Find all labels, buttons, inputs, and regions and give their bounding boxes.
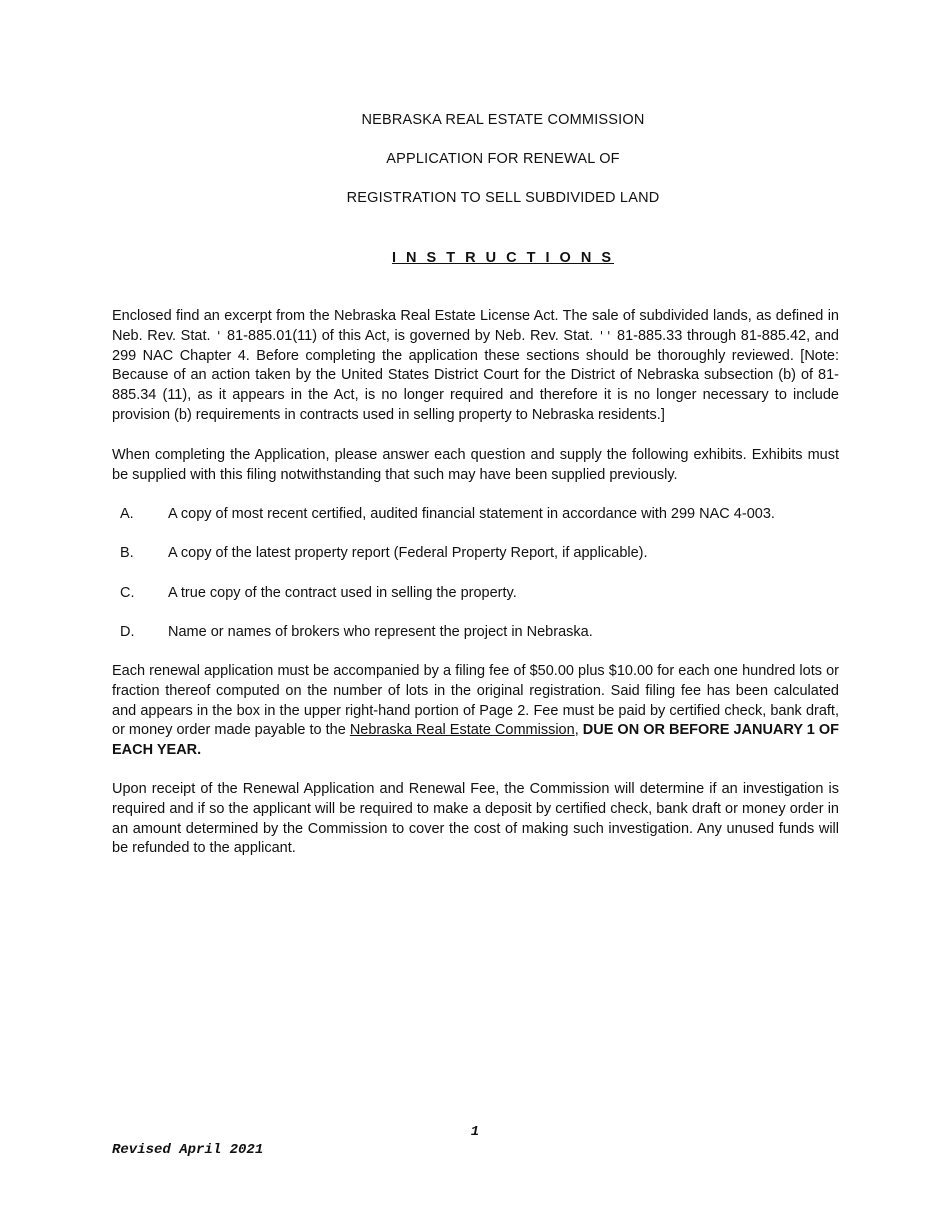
section-symbol: ' [215, 328, 223, 343]
instructions-heading: I N S T R U C T I O N S [391, 250, 615, 266]
exhibit-letter: D. [120, 624, 135, 640]
exhibits-paragraph: When completing the Application, please answer each question and supply the following exhibits. Exhibits must be supplied with this filing notwithstanding that such may have been supplied previously. [112, 447, 839, 483]
page-number: 1 [470, 1124, 480, 1140]
intro-text-1: Enclosed find an excerpt from the Nebraska Real Estate License Act. The sale of subdivided lands, as defined in Neb. Rev. Stat. [112, 308, 839, 344]
exhibit-letter: C. [120, 585, 135, 601]
due-date-notice: DUE ON OR BEFORE JANUARY 1 OF EACH YEAR. [112, 722, 840, 759]
exhibit-text: A copy of the latest property report (Federal Property Report, if applicable). [168, 545, 648, 561]
agency-name: NEBRASKA REAL ESTATE COMMISSION [361, 112, 645, 128]
exhibit-letter: A. [120, 506, 134, 522]
exhibit-text: Name or names of brokers who represent the project in Nebraska. [168, 624, 593, 640]
intro-text-2: 81-885.01(11) of this Act, is governed by Neb. Rev. Stat. [222, 327, 598, 344]
exhibit-text: A true copy of the contract used in selling the property. [168, 585, 517, 601]
fee-paragraph [112, 662, 839, 761]
sections-symbol: '' [597, 328, 613, 343]
fee-separator: , [574, 722, 583, 739]
fee-text: Each renewal application must be accompanied by a filing fee of $50.00 plus $10.00 for each one hundred lots or fraction thereof computed on the number of lots in the original registration. Said filing fee has been calculated and appears in the box in the upper right-hand portion of Page 2. Fee must be paid by certified check, bank draft, or money order made payable to the [112, 663, 839, 739]
revision-date: Revised April 2021 [112, 1142, 264, 1158]
exhibit-text: A copy of most recent certified, audited financial statement in accordance with 299 NAC 4-003. [168, 506, 775, 522]
form-title-line1: APPLICATION FOR RENEWAL OF [386, 151, 620, 167]
form-title-line2: REGISTRATION TO SELL SUBDIVIDED LAND [346, 190, 660, 206]
exhibit-letter: B. [120, 545, 134, 561]
intro-paragraph [112, 307, 839, 426]
intro-text-3: 81-885.33 through 81-885.42, and 299 NAC Chapter 4. Before completing the application these sections should be thoroughly reviewed. [Note: Because of an action taken by the United States District Court for the District of Nebraska subsection (b) of 81-885.34 (11), as it appears in the Act, is no longer required and therefore it is no longer necessary to include provision (b) requirements in contracts used in selling property to Nebraska residents.] [112, 327, 839, 423]
payee-name: Nebraska Real Estate Commission [349, 722, 575, 739]
investigation-paragraph: Upon receipt of the Renewal Application and Renewal Fee, the Commission will determine if an investigation is required and if so the applicant will be required to make a deposit by certified check, bank draft or money order in an amount determined by the Commission to cover the cost of making such investigation. Any unused funds will be refunded to the applicant. [112, 781, 839, 857]
